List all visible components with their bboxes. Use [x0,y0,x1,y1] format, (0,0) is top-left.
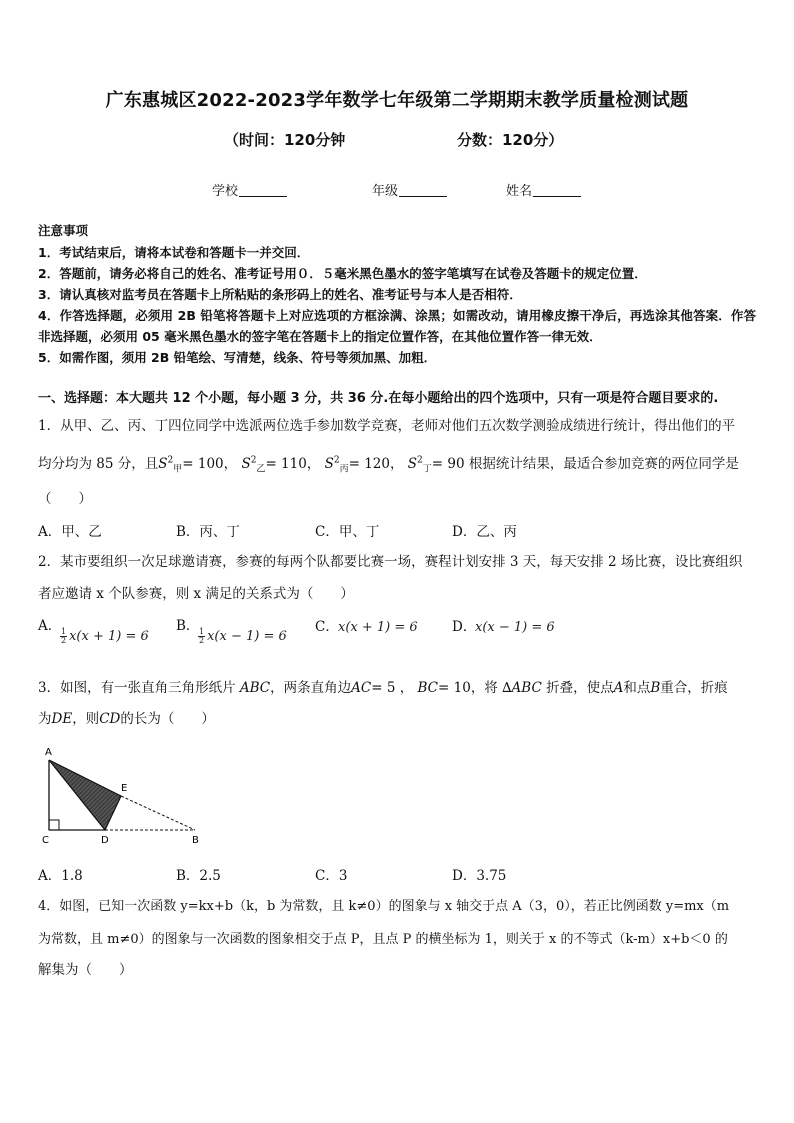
q2-option-a-label: A． [38,618,62,634]
q1-paren: （ ） [38,491,92,507]
school-label: 学校 [212,184,239,199]
exam-score: 分数：120分） [457,131,564,149]
q3-option-d: D．3.75 [452,868,507,884]
name-label: 姓名 [506,184,533,199]
q1-line2: 均分均为 85 分，且$S^2_甲= 100$， $S^2_乙= 110$， $S^2_丙= 120$， $S^2_丁= 90$ 根据统计结果，最适合参加竞赛的两位同学是 [38,455,739,475]
note-item-1: 1．考试结束后，请将本试卷和答题卡一并交回． [38,245,310,260]
name-blank [533,183,581,197]
q1-option-c: C．甲、丁 [315,524,380,540]
q1-text-2: 根据统计结果，最适合参加竞赛的两位同学是 [468,456,739,472]
q1-option-a: A．甲、乙 [38,524,102,540]
q2-option-d: x(x − 1) = 6 [475,620,555,635]
label-b: B [192,835,199,846]
right-angle-mark [49,820,59,830]
label-d: D [101,835,109,846]
q1-var-bing: = 120 [348,456,390,472]
note-item-5: 5．如需作图，须用 2B 铅笔绘、写清楚，线条、符号等须加黑、加粗． [38,350,437,365]
q2-line2: 者应邀请 x 个队参赛，则 x 满足的关系式为（ ） [38,586,354,602]
q2-option-a: $\frac{1}{2}$ x(x + 1) = 6 [61,627,149,645]
q3-line2: 为DE，则CD的长为（ ） [38,711,215,727]
note-item-4: 4．作答选择题，必须用 2B 铅笔将答题卡上对应选项的方框涂满、涂黑；如需改动，请用橡皮擦干净后，再选涂其他答案．作答非选择题，必须用 05 毫米黑色墨水的签字笔在答题卡上的指定位置作答，在其他位置作答一律无效． [38,308,756,344]
q1-option-b: B．丙、丁 [176,524,240,540]
q2-option-b: $\frac{1}{2}$ x(x − 1) = 6 [199,627,287,645]
q4-line1: 4．如图，已知一次函数 y=kx+b（k，b 为常数，且 k≠0）的图象与 x 轴交于点 A（3，0），若正比例函数 y=mx（m [38,899,730,914]
label-e: E [121,783,128,794]
note-item-3: 3．请认真核对监考员在答题卡上所粘贴的条形码上的姓名、准考证号与本人是否相符． [38,287,522,302]
q2-line1: 2．某市要组织一次足球邀请赛，参赛的每两个队都要比赛一场，赛程计划安排 3 天，每天安排 2 场比赛，设比赛组织 [38,554,743,570]
q4-line2: 为常数，且 m≠0）的图象与一次函数的图象相交于点 P，且点 P 的横坐标为 1，则关于 x 的不等式（k-m）x+b＜0 的 [38,932,728,947]
name-field [506,180,581,199]
grade-blank [399,183,447,197]
q2-option-b-label: B． [176,618,200,634]
exam-time: （时间：120分钟 [224,131,346,149]
q4-line3: 解集为（ ） [38,962,133,978]
school-field [212,180,287,199]
grade-label: 年级 [372,184,399,199]
q3-option-b: B．2.5 [176,868,221,884]
label-c: C [42,835,49,846]
q2-option-d-label: D． [452,619,477,635]
q1-var-ding: = 90 [431,456,465,472]
q1-option-d: D．乙、丙 [452,524,517,540]
q1-line1: 1．从甲、乙、丙、丁四位同学中选派两位选手参加数学竞赛，老师对他们五次数学测验成绩进行统计，得出他们的平 [38,418,736,434]
label-a: A [45,747,52,758]
q1-text: 均分均为 85 分，且 [38,456,159,472]
q3-option-a: A．1.8 [38,868,83,884]
q2-option-c: x(x + 1) = 6 [338,620,418,635]
school-blank [239,183,287,197]
notes-heading: 注意事项 [38,223,89,238]
triangle-figure [40,744,210,848]
exam-title: 广东惠城区2022-2023学年数学七年级第二学期期末教学质量检测试题 [105,90,689,111]
note-item-2: 2．答题前，请务必将自己的姓名、准考证号用０．５毫米黑色墨水的签字笔填写在试卷及答题卡的规定位置． [38,266,647,281]
q1-var-jia: = 100 [182,456,224,472]
q1-var-yi: = 110 [265,456,307,472]
section-heading: 一、选择题：本大题共 12 个小题，每小题 3 分，共 36 分.在每小题给出的四个选项中，只有一项是符合题目要求的. [38,391,719,406]
q3-line1: 3．如图，有一张直角三角形纸片 ABC，两条直角边AC= 5 ， BC= 10，将 ∆ABC 折叠，使点A和点B重合，折痕 [38,680,728,696]
q2-option-c-label: C． [315,619,339,635]
q3-option-c: C．3 [315,868,348,884]
grade-field [372,180,447,199]
side-eb [121,796,195,830]
folded-region [49,760,121,830]
